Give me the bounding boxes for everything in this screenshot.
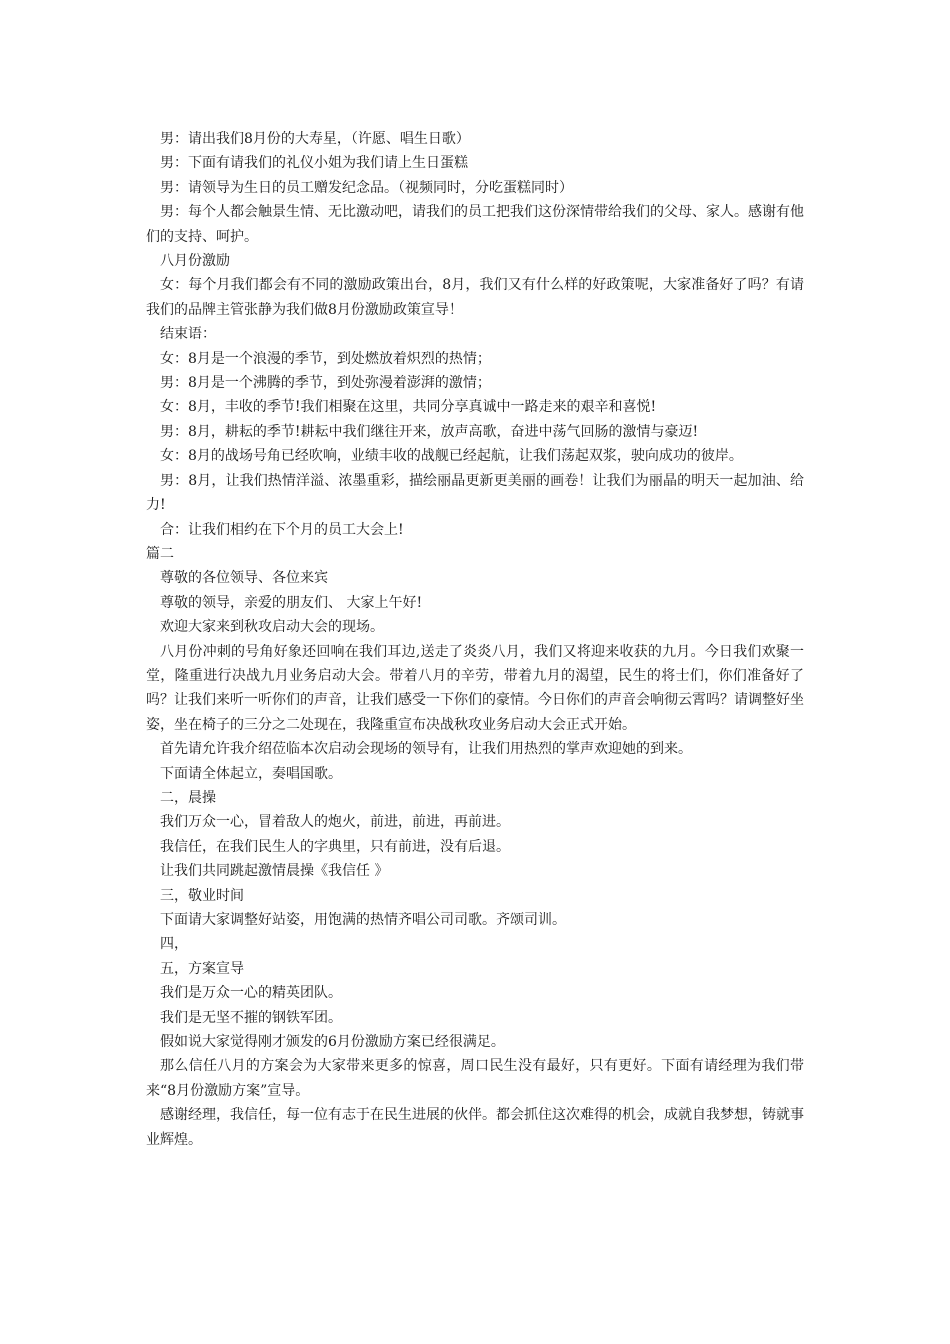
paragraph: 假如说大家觉得刚才颁发的6月份激励方案已经很满足。: [160, 1034, 505, 1051]
paragraph: 感谢经理，我信任，每一位有志于在民生进展的伙伴。都会抓住这次难得的机会，成就自我梦想，铸就事业辉煌。: [146, 1107, 804, 1148]
paragraph: 女：8月是一个浪漫的季节，到处燃放着炽烈的热情；: [160, 350, 491, 367]
subheading-plan-briefing: 五，方案宣导: [160, 960, 244, 977]
subheading-closing: 结束语：: [160, 326, 216, 343]
paragraph: 欢迎大家来到秋攻启动大会的现场。: [160, 619, 384, 636]
paragraph: 我信任，在我们民生人的字典里，只有前进，没有后退。: [160, 838, 510, 855]
paragraph: 男：8月是一个沸腾的季节，到处弥漫着澎湃的激情；: [160, 375, 491, 392]
paragraph: 让我们共同跳起激情晨操《我信任 》: [160, 863, 389, 880]
paragraph: 男：8月，让我们热情洋溢、浓墨重彩，描绘丽晶更新更美丽的画卷！让我们为丽晶的明天一起加油、给力!: [146, 472, 804, 514]
paragraph: 我们万众一心，冒着敌人的炮火，前进，前进，再前进。: [160, 814, 510, 831]
paragraph: 男：请领导为生日的员工赠发纪念品。（视频同时，分吃蛋糕同时）: [160, 179, 573, 196]
section-title: 篇二: [146, 545, 174, 562]
subheading-dedication-time: 三，敬业时间: [160, 887, 244, 904]
paragraph: 下面请大家调整好站姿，用饱满的热情齐唱公司司歌。齐颂司训。: [160, 912, 566, 928]
paragraph: 男：8月，耕耘的季节!耕耘中我们继往开来，放声高歌，奋进中荡气回肠的激情与豪迈!: [160, 423, 699, 440]
paragraph: 男：下面有请我们的礼仪小姐为我们请上生日蛋糕: [160, 155, 468, 172]
paragraph: 首先请允许我介绍莅临本次启动会现场的领导有，让我们用热烈的掌声欢迎她的到来。: [160, 741, 692, 758]
paragraph: 八月份冲刺的号角好象还回响在我们耳边,送走了炎炎八月，我们又将迎来收获的九月。今日我们欢聚一堂，隆重进行决战九月业务启动大会。带着八月的辛劳，带着九月的渴望，民生的将士们，你们准备好了吗？让我们来听一听你们的声音，让我们感受一下你们的豪情。今日你们的声音会响彻云霄吗？请调整好坐姿，坐在椅子的三分之二处现在，我隆重宣布决战秋攻业务启动大会正式开始。: [146, 643, 804, 733]
paragraph: 男：请出我们8月份的大寿星，（许愿、唱生日歌）: [160, 131, 470, 147]
paragraph: 男：每个人都会触景生情、无比激动吧，请我们的员工把我们这份深情带给我们的父母、家人。感谢有他们的支持、呵护。: [146, 204, 804, 245]
paragraph: 我们是万众一心的精英团队。: [160, 985, 342, 1002]
document-body: [146, 127, 804, 1152]
subheading-four: 四，: [160, 936, 188, 953]
paragraph: 尊敬的领导，亲爱的朋友们、 大家上午好!: [160, 594, 423, 611]
paragraph: 女：8月的战场号角已经吹响，业绩丰收的战舰已经起航，让我们荡起双浆，驶向成功的彼岸。: [160, 448, 743, 465]
paragraph: 我们是无坚不摧的钢铁军团。: [160, 1009, 342, 1026]
paragraph: 合：让我们相约在下个月的员工大会上!: [160, 521, 404, 538]
paragraph: 女：每个月我们都会有不同的激励政策出台，8月，我们又有什么样的好政策呢，大家准备好了吗？有请我们的品牌主管张静为我们做8月份激励政策宣导！: [146, 277, 804, 318]
paragraph: 下面请全体起立，奏唱国歌。: [160, 765, 342, 782]
paragraph: 女：8月，丰收的季节!我们相聚在这里，共同分享真诚中一路走来的艰辛和喜悦!: [160, 399, 657, 416]
subheading-august-incentive: 八月份激励: [160, 253, 230, 270]
paragraph: 尊敬的各位领导、各位来宾: [160, 570, 328, 587]
subheading-morning-exercise: 二，晨操: [160, 789, 216, 806]
paragraph: 那么信任八月的方案会为大家带来更多的惊喜，周口民生没有最好，只有更好。下面有请经理为我们带来“8月份激励方案”宣导。: [146, 1058, 804, 1099]
